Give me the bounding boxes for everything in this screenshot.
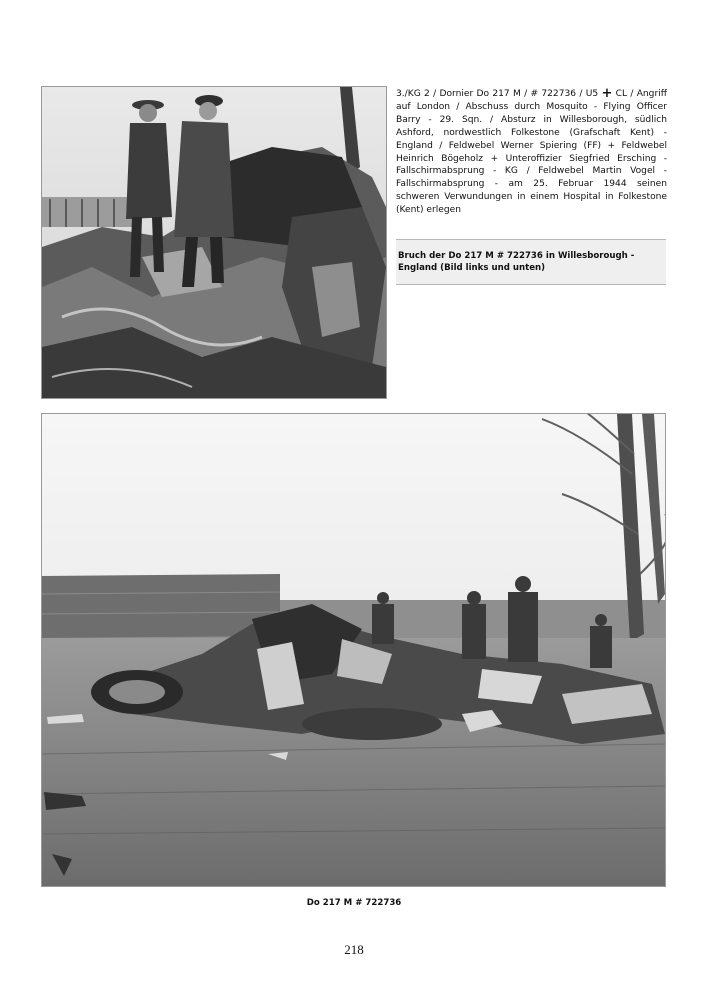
death-cross-symbol: + [601,86,613,101]
caption-text-start: 3./KG 2 / Dornier Do 217 M / # 722736 / U5 [396,89,599,99]
wreck-photo-bottom-image [42,414,665,886]
page-number: 218 [344,942,364,957]
bottom-photo-caption: Do 217 M # 722736 [306,898,402,908]
caption-text-rest: CL / Angriff auf London / Abschuss durch Mosquito - Flying Officer Barry - 29. Sqn. / Absturz in Willesborough, südlich Ashford, nordwestlich Folkestone (Grafschaft Kent) - England / Feldwebel Werner Spiering (FF) + Feldwebel Heinrich Bögeholz + Unteroffizier Siegfried Ersching - Fallschirmabsprung - KG / Feldwebel Martin Vogel - Fallschirmabsprung - am 25. Februar 1944 seinen schweren Verwundungen in einem Hospital in Folkestone (Kent) erlegen [396,89,667,216]
wreck-photo-top [41,86,387,399]
wreck-photo-top-image [42,87,386,398]
wreck-photo-bottom [41,413,666,887]
caption-box [396,239,666,285]
caption-box-text: Bruch der Do 217 M # 722736 in Willesborough - England (Bild links und unten) [398,251,635,273]
photo-caption [396,88,667,217]
